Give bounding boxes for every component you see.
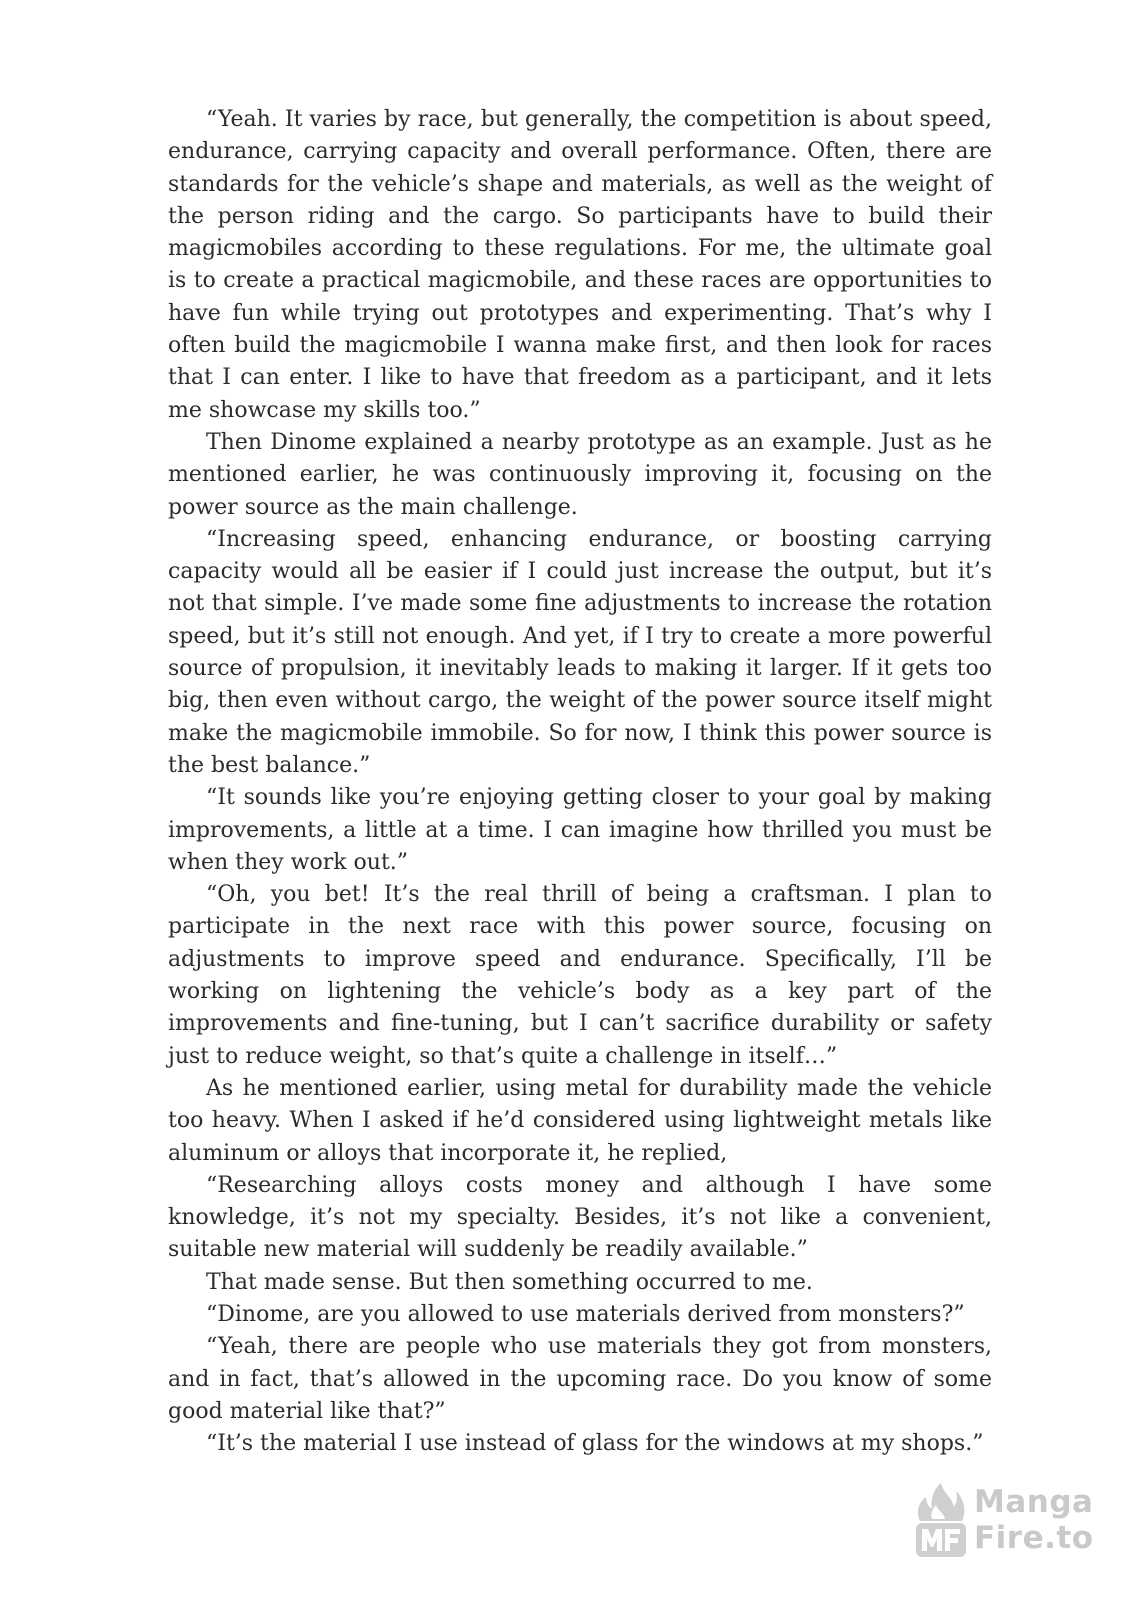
paragraph: That made sense. But then something occurred to me.: [206, 1269, 813, 1295]
paragraph: “It’s the material I use instead of glass for the windows at my shops.”: [206, 1431, 984, 1457]
paragraph: “Increasing speed, enhancing endurance, or boosting carrying capacity would all be easier if I could just increase the output, but it’s not that simple. I’ve made some fine adjustments to increase the rotation speed, but it’s still not enough. And yet, if I try to create a more powerful source of propulsion, it inevitably leads to making it larger. If it gets too big, then even without cargo, the weight of the power source itself might make the magicmobile immobile. So for now, I think this power source is the best balance.”: [168, 526, 992, 778]
paragraph: “Dinome, are you allowed to use materials derived from monsters?”: [206, 1301, 965, 1327]
watermark-line-2: Fire.to: [974, 1520, 1094, 1556]
paragraph: “Oh, you bet! It’s the real thrill of being a craftsman. I plan to participate in the next race with this power source, focusing on adjustments to improve speed and endurance. Specifically, I’ll be working on lightening the vehicle’s body as a key part of the improvements and fine-tuning, but I can’t sacrifice durability or safety just to reduce weight, so that’s quite a challenge in itself…”: [168, 882, 992, 1069]
paragraph: “Yeah, there are people who use materials they got from monsters, and in fact, that’s allowed in the upcoming race. Do you know of some good material like that?”: [168, 1334, 992, 1424]
body-text: [168, 104, 992, 1460]
paragraph: As he mentioned earlier, using metal for durability made the vehicle too heavy. When I asked if he’d considered using lightweight metals like aluminum or alloys that incorporate it, he replied,: [168, 1075, 992, 1166]
watermark-text: [974, 1484, 1094, 1556]
paragraph: Then Dinome explained a nearby prototype as an example. Just as he mentioned earlier, he was continuously improving it, focusing on the power source as the main challenge.: [168, 429, 992, 520]
watermark: [912, 1470, 1112, 1570]
mangafire-flame-logo-icon: [912, 1479, 970, 1561]
paragraph: “Researching alloys costs money and although I have some knowledge, it’s not my specialty. Besides, it’s not like a convenient, suitable new material will suddenly be readily available.”: [168, 1172, 992, 1263]
watermark-line-1: Manga: [974, 1484, 1094, 1520]
paragraph: “It sounds like you’re enjoying getting closer to your goal by making improvements, a little at a time. I can imagine how thrilled you must be when they work out.”: [168, 785, 992, 875]
paragraph: “Yeah. It varies by race, but generally, the competition is about speed, endurance, carrying capacity and overall performance. Often, there are standards for the vehicle’s shape and materials, as well as the weight of the person riding and the cargo. So participants have to build their magicmobiles according to these regulations. For me, the ultimate goal is to create a practical magicmobile, and these races are opportunities to have fun while trying out prototypes and experimenting. That’s why I often build the magicmobile I wanna make first, and then look for races that I can enter. I like to have that freedom as a participant, and it lets me showcase my skills too.”: [168, 107, 992, 423]
